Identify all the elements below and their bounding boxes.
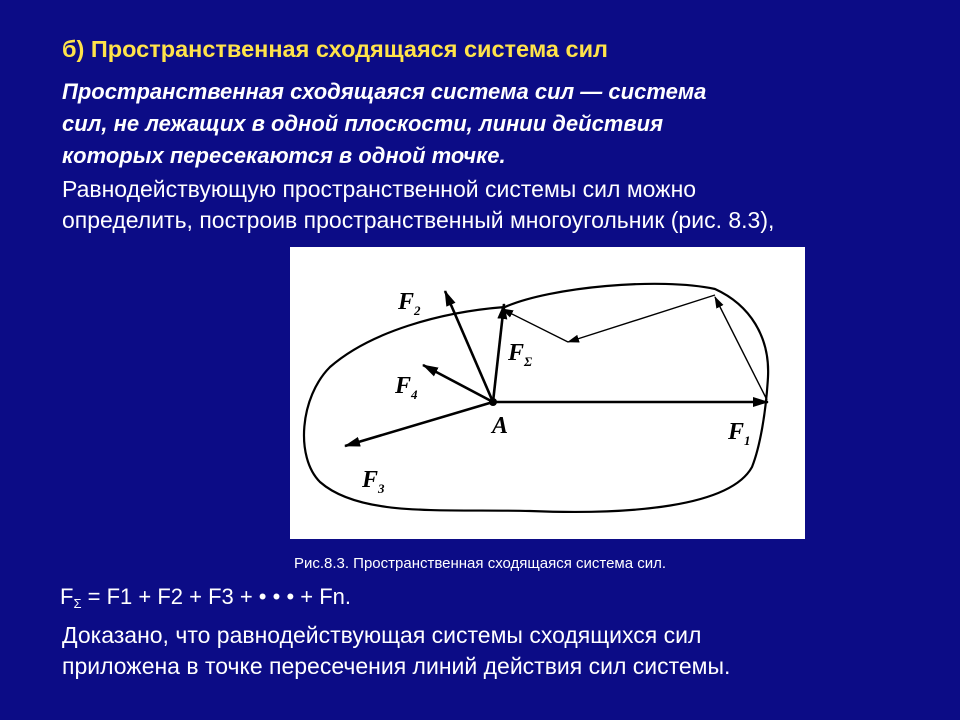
resultant-formula — [60, 584, 351, 611]
point-a-label: A — [492, 413, 509, 439]
force-polygon — [502, 295, 767, 400]
force-f3-label: $F_3$ — [362, 467, 385, 496]
formula-lhs-sub: Σ — [73, 596, 82, 611]
force-f2-arrow — [445, 291, 493, 402]
force-fsum-label: $F_\Sigma$ — [508, 340, 533, 369]
force-f3-arrow — [345, 402, 493, 446]
figure-caption: Рис.8.3. Пространственная сходящаяся система сил. — [293, 555, 667, 572]
force-f2-label: $F_2$ — [398, 289, 421, 318]
paragraph-line: приложена в точке пересечения линий действия сил системы. — [62, 653, 731, 679]
paragraph-line: Равнодействующую пространственной системы сил можно — [62, 176, 697, 202]
formula-lhs: F — [60, 584, 74, 609]
force-fsum-arrow — [493, 304, 504, 402]
definition-text — [62, 76, 862, 172]
definition-line: Пространственная сходящаяся система сил — система — [62, 79, 707, 104]
paragraph-line: Доказано, что равнодействующая системы сходящихся сил — [62, 622, 702, 648]
force-diagram-svg — [290, 247, 805, 539]
intro-paragraph — [62, 174, 912, 236]
force-f4-arrow — [423, 365, 493, 402]
definition-line: которых пересекаются в одной точке. — [62, 143, 506, 168]
force-f4-label: $F_4$ — [395, 373, 418, 402]
force-diagram — [290, 247, 805, 539]
slide-heading: б) Пространственная сходящаяся система сил — [62, 36, 608, 62]
conclusion-paragraph — [62, 620, 912, 682]
formula-rhs: = F1 + F2 + F3 + • • • + Fn. — [81, 584, 351, 609]
point-a-dot — [489, 398, 497, 406]
force-f1-label: $F_1$ — [728, 419, 751, 448]
definition-line: сил, не лежащих в одной плоскости, линии действия — [62, 111, 664, 136]
paragraph-line: определить, построив пространственный многоугольник (рис. 8.3), — [62, 207, 775, 233]
